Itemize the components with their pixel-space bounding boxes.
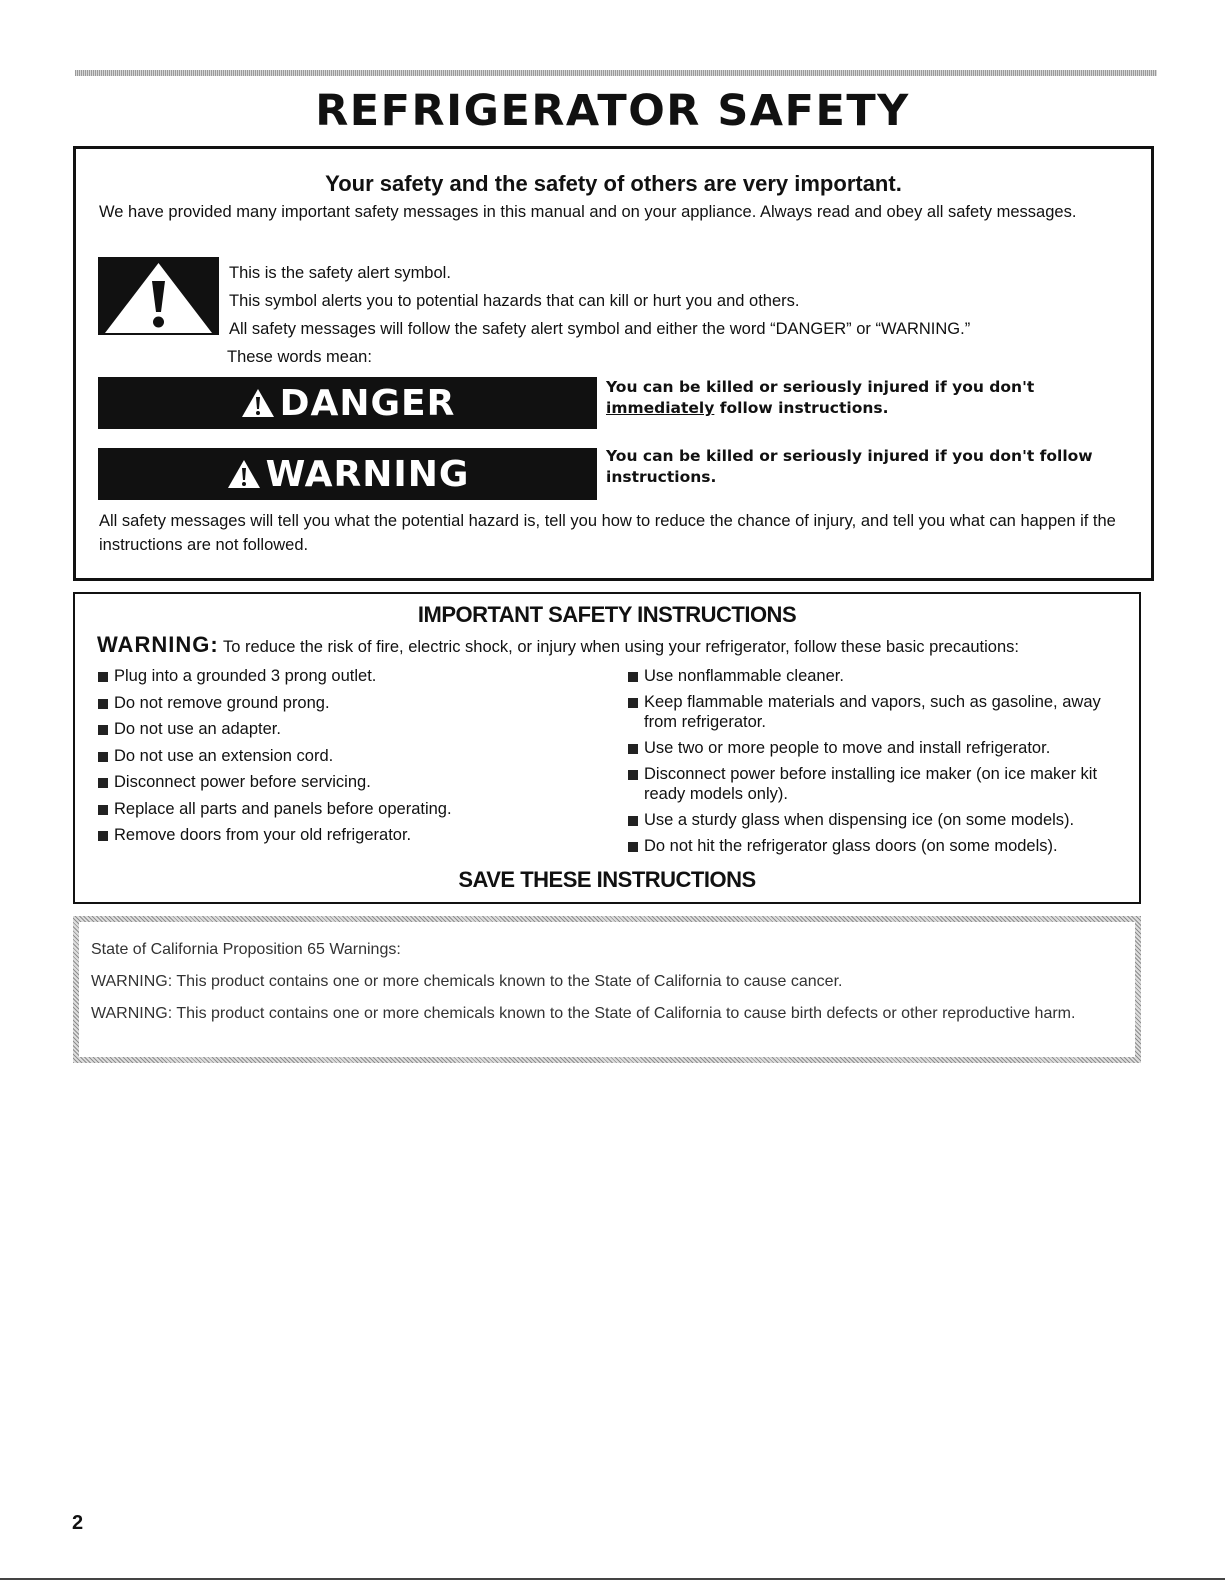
warning-text: To reduce the risk of fire, electric shock, or injury when using your refrigerator, follow these basic precautions:: [222, 638, 1019, 656]
list-item: Do not remove ground prong.: [97, 693, 607, 713]
alert-line: This is the safety alert symbol.: [229, 264, 451, 282]
list-item: Replace all parts and panels before operating.: [97, 799, 607, 819]
safety-box-intro: We have provided many important safety messages in this manual and on your appliance. Always read and obey all safety messages.: [99, 203, 1077, 221]
square-bullet-icon: [628, 770, 638, 780]
list-item: Do not use an extension cord.: [97, 746, 607, 766]
list-item: Do not use an adapter.: [97, 719, 607, 739]
square-bullet-icon: [98, 805, 108, 815]
important-safety-instructions-box: [73, 592, 1141, 904]
instructions-warning: [97, 632, 1137, 660]
top-rule-divider: [75, 70, 1157, 76]
precautions-right-column: [627, 666, 1137, 862]
precautions-left-column: [97, 666, 607, 852]
list-item: Disconnect power before installing ice maker (on ice maker kit ready models only).: [627, 764, 1137, 804]
page-number: 2: [72, 1512, 84, 1534]
warning-description: You can be killed or seriously injured if you don't follow instructions.: [606, 447, 1093, 486]
square-bullet-icon: [98, 672, 108, 682]
list-item: Do not hit the refrigerator glass doors (on some models).: [627, 836, 1137, 856]
square-bullet-icon: [98, 725, 108, 735]
save-instructions-label: SAVE THESE INSTRUCTIONS: [458, 867, 756, 892]
list-item: Plug into a grounded 3 prong outlet.: [97, 666, 607, 686]
alert-line: This symbol alerts you to potential hazards that can kill or hurt you and others.: [229, 292, 800, 310]
page-title: REFRIGERATOR SAFETY: [315, 86, 910, 136]
safety-box-heading: Your safety and the safety of others are very important.: [325, 171, 902, 196]
alert-line: All safety messages will follow the safety alert symbol and either the word “DANGER” or “WARNING.”: [229, 320, 971, 338]
square-bullet-icon: [98, 752, 108, 762]
instructions-heading: IMPORTANT SAFETY INSTRUCTIONS: [417, 602, 797, 627]
list-item: Use a sturdy glass when dispensing ice (on some models).: [627, 810, 1137, 830]
alert-symbol-explanation: [229, 262, 1129, 374]
list-item: Remove doors from your old refrigerator.: [97, 825, 607, 845]
list-item: Disconnect power before servicing.: [97, 772, 607, 792]
prop65-text: [91, 940, 1111, 1036]
prop65-warning-reproductive: WARNING: This product contains one or more chemicals known to the State of California to cause birth defects or other reproductive harm.: [91, 1005, 1076, 1022]
danger-label: DANGER: [279, 382, 456, 424]
bottom-rule-divider: [0, 1578, 1225, 1580]
list-item: Use two or more people to move and install refrigerator.: [627, 738, 1137, 758]
square-bullet-icon: [98, 699, 108, 709]
danger-description: You can be killed or seriously injured if you don't immediately follow instructions.: [606, 378, 1035, 417]
warning-label: WARNING: [265, 453, 470, 495]
square-bullet-icon: [628, 672, 638, 682]
safety-alert-triangle-icon: [98, 257, 219, 335]
prop65-box: [73, 916, 1141, 1063]
square-bullet-icon: [98, 831, 108, 841]
danger-alert-icon: [240, 387, 276, 419]
prop65-warning-cancer: WARNING: This product contains one or more chemicals known to the State of California to cause cancer.: [91, 973, 843, 990]
prop65-box-inner: [79, 922, 1135, 1057]
warning-alert-icon: [226, 458, 262, 490]
warning-banner: [98, 448, 597, 500]
square-bullet-icon: [628, 816, 638, 826]
alert-line: These words mean:: [227, 348, 372, 366]
list-item: Use nonflammable cleaner.: [627, 666, 1137, 686]
square-bullet-icon: [628, 842, 638, 852]
square-bullet-icon: [628, 698, 638, 708]
prop65-heading: State of California Proposition 65 Warnings:: [91, 941, 401, 958]
square-bullet-icon: [98, 778, 108, 788]
danger-banner: [98, 377, 597, 429]
safety-box-footer: All safety messages will tell you what the potential hazard is, tell you how to reduce the chance of injury, and tell you what can happen if the instructions are not followed.: [99, 512, 1116, 554]
square-bullet-icon: [628, 744, 638, 754]
list-item: Keep flammable materials and vapors, such as gasoline, away from refrigerator.: [627, 692, 1137, 732]
warning-label: WARNING:: [97, 632, 219, 657]
safety-messages-box: [73, 146, 1154, 581]
